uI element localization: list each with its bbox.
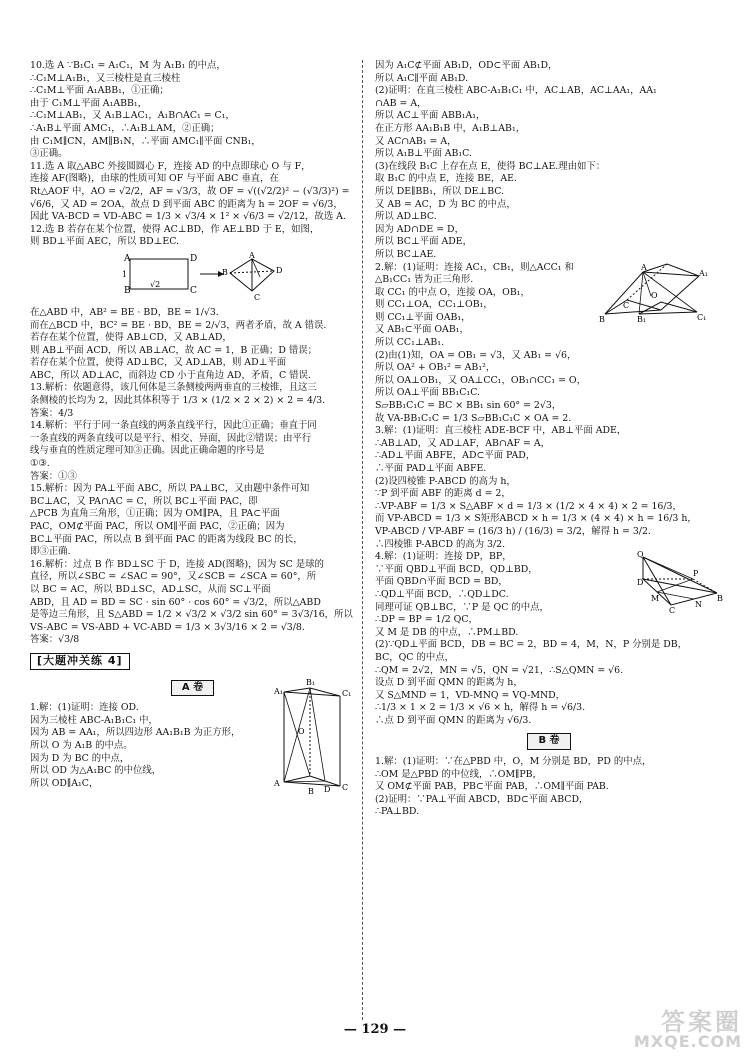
text-line: 10.选 A ∵B₁C₁ = A₁C₁，M 为 A₁B₁ 的中点， — [30, 60, 226, 71]
text-line: 所以 O 为 A₁B 的中点。 — [30, 739, 133, 751]
text-line: 所以 BC⊥平面 ADE， — [375, 236, 473, 248]
text-line: ∵P 到平面 ABF 的距离 d = 2， — [375, 488, 511, 500]
text-line: 14.解析：平行于同一条直线的两条直线平行，因此①正确；垂直于同 — [30, 420, 317, 432]
text-line: ∴C₁M⊥AB₁，又 A₁B⊥AC₁，A₁B∩AC₁ = C₁， — [30, 110, 235, 122]
fig2-label-c1: C₁ — [697, 312, 707, 322]
text-line: 4.解：(1)证明：连接 DP，BP， — [375, 551, 512, 563]
figure-pyramid-q4 — [637, 549, 723, 616]
text-line: 条侧棱的长均为 2，因此其体积等于 1/3 × (1/2 × 2 × 2) × 2 = 4/3. — [30, 395, 326, 407]
text-line: ∵平面 QBD⊥平面 BCD，QD⊥BD， — [375, 563, 538, 575]
left-top-block — [30, 60, 355, 249]
text-line: 则 CC₁⊥平面 OAB₁， — [375, 311, 471, 323]
text-line: 又 M 是 DB 的中点，∴PM⊥BD. — [375, 626, 519, 638]
text-line: 取 B₁C 的中点 E，连接 BE，AE. — [375, 173, 517, 185]
figA-label-c: C — [342, 783, 349, 793]
text-line: 由 C₁M∥CN，AM∥B₁N，∴平面 AMC₁∥平面 CNB₁， — [30, 135, 261, 147]
text-line: 又 S△MND = 1，VD-MNQ = VQ-MND， — [375, 689, 566, 701]
text-line: 由于 C₁M⊥平面 A₁ABB₁， — [30, 97, 148, 109]
text-line: √6/6，又 AD = 2OA，故点 D 到平面 ABC 的距离为 h = 2OF = √6/3， — [30, 198, 343, 210]
figA-label-a1: A₁ — [274, 687, 283, 697]
fig12-label-one: 1 — [122, 269, 128, 279]
paper-a-title: A 卷 — [171, 680, 214, 697]
text-line: ∩AB = A， — [375, 97, 427, 109]
fig12-label-b: B — [124, 285, 131, 296]
text-line: 又 AB = AC，D 为 BC 的中点， — [375, 198, 516, 210]
text-line: ∴平面 PAD⊥平面 ABFE. — [375, 463, 487, 474]
text-line: 又 AC∩AB₁ = A， — [375, 135, 457, 147]
text-line: 在△ABD 中，AB² = BE · BD，BE = 1/√3. — [30, 306, 219, 318]
figA-label-d: D — [324, 785, 331, 795]
text-line: 答案：①③ — [30, 470, 77, 482]
text-line: 所以 OD∥A₁C， — [30, 777, 99, 789]
text-line: 则 AB⊥平面 ACD，所以 AB⊥AC，故 AC = 1，B 正确；D 错误； — [30, 344, 317, 356]
text-line: 线与垂直的性质定理可知③正确。因此正确命题的序号是 — [30, 445, 265, 457]
column-divider — [362, 60, 363, 1020]
text-line: 13.解析：依题意得，该几何体是三条侧棱两两垂直的三棱锥，且这三 — [30, 382, 317, 394]
text-line: (3)在线段 B₁C 上存在点 E，使得 BC⊥AE.理由如下： — [375, 160, 606, 172]
text-line: 答案：√3/8 — [30, 634, 80, 646]
right-q2-block — [375, 262, 723, 426]
text-line: BC⊥AC，又 PA∩AC = C，所以 BC⊥平面 PAC，即 — [30, 495, 258, 507]
text-line: 所以 CC₁⊥AB₁. — [375, 337, 445, 349]
text-line: BC⊥平面 PAC，所以点 B 到平面 PAC 的距离为线段 BC 的长， — [30, 533, 303, 545]
text-line: ∴AD⊥平面 ABFE，AD⊂平面 PAD， — [375, 450, 536, 462]
figure-prism-a1 — [270, 678, 352, 798]
figure-prism-q2 — [597, 262, 719, 324]
text-line: (2)∵QD⊥平面 BCD，DB = BC = 2，BD = 4，M，N，P 分别是 DB， — [375, 639, 688, 651]
text-line: ∴PA⊥BD. — [375, 806, 420, 818]
fig2-label-o: O — [651, 290, 658, 300]
fig2-label-a1: A₁ — [699, 268, 708, 278]
fig4-label-p: P — [693, 569, 699, 579]
text-line: ∴1/3 × 1 × 2 = 1/3 × √6 × h，解得 h = √6/3. — [375, 702, 586, 714]
text-line: ABD，且 AD = BD = SC · sin 60° · cos 60° = √3/2，所以△ABD — [30, 596, 321, 608]
fig4-label-b: B — [717, 594, 723, 604]
text-line: S▱BB₁C₁C = BC × BB₁ sin 60° = 2√3， — [375, 400, 562, 412]
text-line: BC，QC 的中点， — [375, 651, 454, 663]
text-line: 所以 DE∥BB₁，所以 DE⊥BC. — [375, 185, 505, 197]
text-line: 因为 AD∩DE = D， — [375, 223, 464, 235]
paper-b-title: B 卷 — [527, 733, 570, 750]
text-line: 1.解：(1)证明：∵在△PBD 中，O，M 分别是 BD，PD 的中点， — [375, 756, 652, 768]
fig2-label-b1: B₁ — [637, 314, 647, 324]
figure-q12 — [30, 250, 330, 303]
watermark-line1: 答案圈 — [661, 1008, 742, 1036]
text-line: 连接 AF(图略)，由球的性质可知 OF 与平面 ABC 垂直，在 — [30, 173, 279, 185]
text-line: 2.解：(1)证明：连接 AC₁，CB₁，则△ACC₁ 和 — [375, 261, 574, 273]
text-line: VP-ABCD / VP-ABF = (16/3 h) / (16/3) = 3/2，解得 h = 3/2. — [375, 525, 651, 537]
text-line: 若存在某个位置，使得 AB⊥CD，又 AB⊥AD， — [30, 332, 232, 344]
right-b-block — [375, 756, 723, 819]
text-line: △PCB 为直角三角形，①正确；因为 OM∥PA，且 PA⊂平面 — [30, 508, 280, 520]
page-number: — 129 — — [343, 1022, 407, 1037]
figA-label-b1: B₁ — [306, 678, 316, 688]
text-line: 若存在某个位置，使得 AD⊥BC，又 AD⊥AB，则 AD⊥平面 — [30, 357, 287, 369]
text-line: 而 VP-ABCD = 1/3 × S矩形ABCD × h = 1/3 × (4 × 4) × h = 16/3 h， — [375, 513, 697, 525]
text-line: (2)设四棱锥 P-ABCD 的高为 h， — [375, 475, 516, 487]
figA-label-c1: C₁ — [342, 689, 352, 699]
text-line: 所以 OA² + OB₁² = AB₁²， — [375, 362, 496, 374]
text-line: ∴VP-ABF = 1/3 × S△ABF × d = 1/3 × (1/2 × 4 × 4) × 2 = 16/3， — [375, 500, 682, 512]
text-line: 一条直线的两条直线可以是平行、相交、异面，因此②错误；由平行 — [30, 432, 312, 444]
fig2-label-c: C — [623, 300, 630, 310]
figA-label-o: O — [298, 727, 305, 737]
text-line: ①③. — [30, 458, 50, 470]
text-line: 故 VA-BB₁C₁C = 1/3 S▱BB₁C₁C × OA = 2. — [375, 412, 572, 424]
text-line: ∴QM = 2√2，MN = √5，QN = √21，∴S△QMN = √6. — [375, 664, 624, 676]
left-mid-block — [30, 307, 355, 647]
text-line: 则 CC₁⊥OA，CC₁⊥OB₁， — [375, 299, 493, 311]
text-line: 因此 VA-BCD = VD-ABC = 1/3 × √3/4 × 1² × √6/3 = √2/12，故选 A. — [30, 211, 346, 223]
text-line: △B₁CC₁ 皆为正三角形. — [375, 274, 474, 286]
text-line: ∴DP = BP = 1/2 QC， — [375, 614, 478, 626]
right-top-block — [375, 60, 723, 262]
text-line: 12.选 B 若存在某个位置，使得 AC⊥BD，作 AE⊥BD 于 E，如图， — [30, 223, 320, 235]
text-line: ∴C₁M⊥A₁B₁，又三棱柱是直三棱柱 — [30, 72, 181, 84]
text-line: ∴AB⊥AD，又 AD⊥AF，AB∩AF = A， — [375, 437, 550, 449]
right-q4-block — [375, 551, 723, 727]
text-line: 11.选 A 取△ABC 外接圆圆心 F，连接 AD 的中点即球心 O 与 F， — [30, 160, 311, 172]
left-column — [30, 60, 355, 797]
text-line: 即③正确. — [30, 546, 71, 558]
text-line: 1.解：(1)证明：连接 OD. — [30, 702, 139, 714]
text-line: 又 AB₁⊂平面 OAB₁， — [375, 324, 469, 336]
fig12-label-a2: A — [249, 250, 255, 260]
text-line: 又 OM⊄平面 PAB，PB⊂平面 PAB，∴OM∥平面 PAB. — [375, 781, 609, 793]
fig12-label-root2: √2 — [150, 279, 161, 289]
text-line: 则 BD⊥平面 AEC，所以 BD⊥EC. — [30, 236, 180, 248]
text-line: 所以 BC⊥AE. — [375, 248, 437, 260]
figA-label-a: A — [274, 779, 280, 789]
fig12-label-d2: D — [276, 265, 283, 275]
text-line: VS-ABC = VS-ABD + VC-ABD = 1/3 × 3√3/16 × 2 = √3/8. — [30, 621, 305, 633]
text-line: ∴点 D 到平面 QMN 的距离为 √6/3. — [375, 714, 532, 726]
text-line: 因为 AB = AA₁，所以四边形 AA₁B₁B 为正方形， — [30, 727, 241, 739]
text-line: 所以 OA⊥平面 BB₁C₁C. — [375, 387, 481, 399]
fig4-label-q: Q — [637, 550, 644, 560]
right-q3-block — [375, 425, 723, 551]
figA-label-b: B — [308, 787, 314, 797]
text-line: 同理可证 QB⊥BC，∵P 是 QC 的中点， — [375, 601, 549, 613]
text-line: 是等边三角形，且 S△ABD = 1/2 × √3/2 × √3/2 sin 60° = 3√3/16，所以 — [30, 609, 353, 621]
fig12-label-a: A — [124, 253, 131, 264]
fig12-label-c: C — [190, 285, 197, 296]
text-line: 直径，所以∠SBC = ∠SAC = 90°，又∠SCB = ∠SCA = 60°，所 — [30, 571, 317, 583]
fig4-label-d: D — [637, 578, 644, 588]
text-line: 16.解析：过点 B 作 BD⊥SC 于 D，连接 AD(图略)，因为 SC 是球的 — [30, 558, 324, 570]
text-line: ∴OM 是△PBD 的中位线，∴OM∥PB， — [375, 768, 542, 780]
text-line: 因为三棱柱 ABC-A₁B₁C₁ 中， — [30, 714, 158, 726]
text-line: 3.解：(1)证明：直三棱柱 ADE-BCF 中，AB⊥平面 ADE， — [375, 425, 627, 437]
fig12-label-d: D — [190, 253, 198, 264]
fig2-label-b: B — [599, 314, 605, 324]
fig2-label-a: A — [641, 262, 647, 272]
text-line: 所以 AC⊥平面 ABB₁A₁， — [375, 110, 486, 122]
fig12-label-b2: B — [222, 267, 228, 277]
text-line: ∴C₁M⊥平面 A₁ABB₁，①正确； — [30, 85, 169, 97]
right-column — [375, 60, 723, 819]
text-line: 因为 A₁C⊄平面 AB₁D，OD⊂平面 AB₁D， — [375, 60, 558, 71]
text-line: 以 BC = AC，所以 BD⊥SC，AD⊥SC，从而 SC⊥平面 — [30, 583, 271, 595]
text-line: 所以 OD 为△A₁BC 的中位线， — [30, 765, 162, 777]
fig12-label-c2: C — [254, 292, 261, 302]
text-line: 在正方形 AA₁B₁B 中，A₁B⊥AB₁， — [375, 122, 526, 134]
text-line: PAC，OM⊄平面 PAC，所以 OM∥平面 PAC，②正确；因为 — [30, 521, 285, 532]
text-line: 设点 D 到平面 QMN 的距离为 h， — [375, 677, 523, 689]
text-line: Rt△AOF 中，AO = √2/2，AF = √3/3，故 OF = √((√2/2)² − (√3/3)²) = — [30, 185, 350, 197]
text-line: 取 CC₁ 的中点 O，连接 OA，OB₁， — [375, 286, 530, 298]
text-line: ∴A₁B⊥平面 AMC₁，∴A₁B⊥AM，②正确； — [30, 122, 220, 134]
text-line: ∴四棱锥 P-ABCD 的高为 3/2. — [375, 538, 506, 550]
text-line: 所以 A₁B⊥平面 AB₁C. — [375, 148, 472, 160]
text-line: (2)证明：∵PA⊥平面 ABCD，BD⊂平面 ABCD， — [375, 793, 589, 805]
section-title: [大题冲关练 4] — [30, 653, 130, 670]
text-line: ∴QD⊥平面 BCD，∴QD⊥DC. — [375, 588, 509, 600]
text-line: 因为 D 为 BC 的中点， — [30, 752, 130, 764]
fig4-label-n: N — [695, 600, 702, 610]
text-line: 而在△BCD 中，BC² = BE · BD，BE = 2/√3，两者矛盾，故 A 错误. — [30, 319, 327, 331]
text-line: 所以 OA⊥OB₁，又 OA⊥CC₁，OB₁∩CC₁ = O， — [375, 374, 586, 386]
text-line: 平面 QBD∩平面 BCD = BD， — [375, 576, 508, 588]
text-line: 所以 A₁C∥平面 AB₁D. — [375, 72, 469, 84]
fig4-label-c: C — [669, 606, 676, 616]
watermark-line2: MXQE.COM — [633, 1032, 742, 1051]
text-line: (2)证明：在直三棱柱 ABC-A₁B₁C₁ 中，AC⊥AB，AC⊥AA₁，AA₁ — [375, 85, 657, 97]
watermark — [634, 1010, 742, 1050]
text-line: (2)由(1)知，OA = OB₁ = √3，又 AB₁ = √6， — [375, 349, 577, 361]
text-line: ③正确。 — [30, 148, 68, 160]
text-line: 答案：4/3 — [30, 407, 74, 419]
fig4-label-m: M — [651, 594, 660, 604]
text-line: ABC，所以 AD⊥AC，而斜边 CD 小于直角边 AD，矛盾，C 错误. — [30, 369, 311, 381]
text-line: 所以 AD⊥BC. — [375, 211, 437, 223]
text-line: 15.解析：因为 PA⊥平面 ABC，所以 PA⊥BC，又由题中条件可知 — [30, 483, 310, 495]
